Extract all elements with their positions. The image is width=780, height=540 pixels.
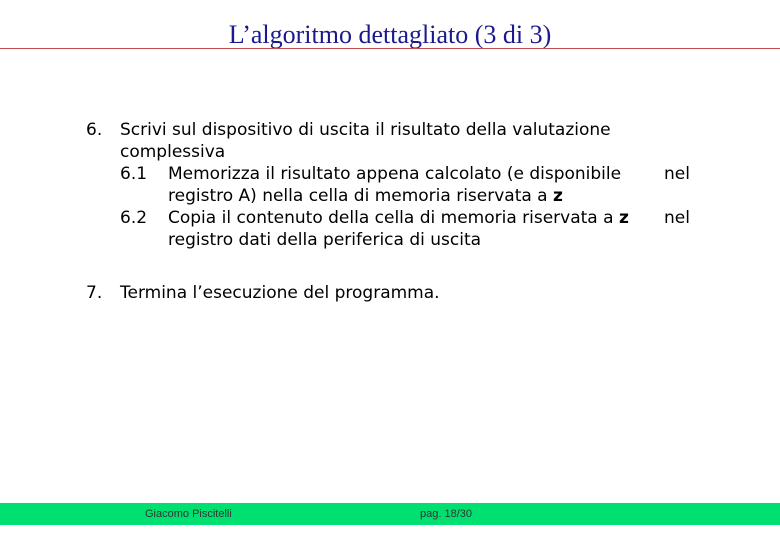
step-6-line-1: Scrivi sul dispositivo di uscita il risultato della valutazione xyxy=(120,120,611,140)
step-6-1-line-2-text: registro A) nella cella di memoria riservata a xyxy=(168,186,554,206)
step-6-number: 6. xyxy=(86,120,103,140)
step-6-line-2: complessiva xyxy=(120,142,226,162)
step-6-2-line-2: registro dati della periferica di uscita xyxy=(168,230,482,250)
footer-author: Giacomo Piscitelli xyxy=(145,508,232,520)
step-7-text: Termina l’esecuzione del programma. xyxy=(120,283,440,303)
footer-bar xyxy=(0,503,780,525)
footer-page-number: pag. 18/30 xyxy=(420,508,472,520)
step-6-1-line-1: Memorizza il risultato appena calcolato (e disponibile xyxy=(168,164,622,184)
step-6-1-trail: nel xyxy=(664,164,690,184)
step-7-number: 7. xyxy=(86,283,103,303)
step-6-2-line-1 xyxy=(168,207,629,229)
step-6-1-number: 6.1 xyxy=(120,164,148,184)
step-6-2-line-1-text: Copia il contenuto della cella di memoria riservata a xyxy=(168,208,619,228)
step-6-2-number: 6.2 xyxy=(120,208,148,228)
step-6-2-trail: nel xyxy=(664,208,690,228)
slide-title: L’algoritmo dettagliato (3 di 3) xyxy=(228,20,552,49)
step-6-1-line-2 xyxy=(168,185,563,207)
step-6-1-variable: z xyxy=(553,186,563,206)
step-6-2-variable: z xyxy=(618,208,629,228)
